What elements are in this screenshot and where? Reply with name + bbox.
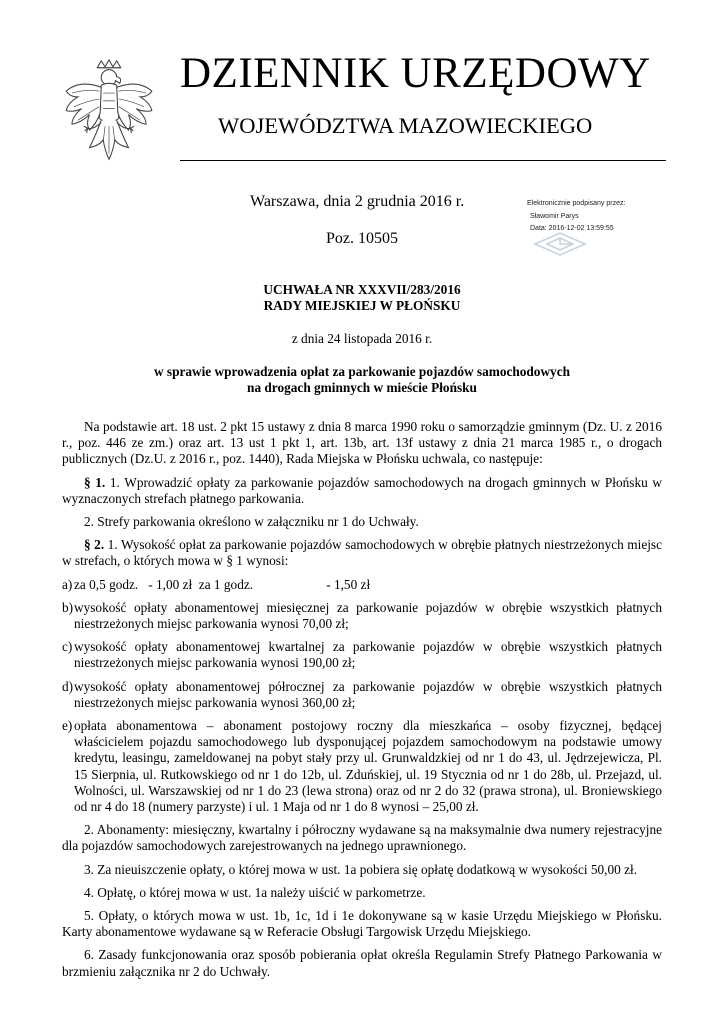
section-2-paragraph-3: 3. Za nieuiszczenie opłaty, o której mowa w ust. 1a pobiera się opłatę dodatkową w wysokości 50,00 zł. xyxy=(84,861,638,877)
list-item-c xyxy=(62,639,662,671)
section-1-paragraph-2: 2. Strefy parkowania określono w załączniku nr 1 do Uchwały. xyxy=(84,514,419,530)
list-item-label: a) xyxy=(62,576,73,592)
header-rule xyxy=(180,160,666,161)
section-2-paragraph-6: 6. Zasady funkcjonowania oraz sposób pobierania opłat określa Regulamin Strefy Płatnego Parkowania w brzmieniu załącznika nr 2 do Uchwały. xyxy=(62,947,662,979)
section-2-paragraph-1 xyxy=(62,537,662,569)
section-2-label: § 2. xyxy=(84,537,105,553)
resolution-subject-line-2: na drogach gminnych w mieście Płońsku xyxy=(247,380,477,395)
list-item-label: c) xyxy=(62,639,73,655)
resolution-body xyxy=(62,419,662,980)
list-item-label: b) xyxy=(62,599,74,615)
list-item-text: wysokość opłaty abonamentowej kwartalnej za parkowanie pojazdów w obrębie wszystkich płatnych niestrzeżonych miejsc parkowania wynosi 190,00 zł; xyxy=(74,639,662,671)
list-item-d xyxy=(62,679,662,711)
journal-subtitle: WOJEWÓDZTWA MAZOWIECKIEGO xyxy=(218,113,593,138)
section-1-label: § 1. xyxy=(84,474,106,490)
list-item-text: opłata abonamentowa – abonament postojowy roczny dla mieszkańca – osoby fizycznej, będącej właścicielem pojazdu samochodowego lub dysponującej pojazdem samochodowym na podstawie umowy kredytu, leasingu, zameldowanej na pobyt stały przy ul. Grunwaldzkiej od nr 1 do 43, ul. Jędrzejewicza, Pl. 15 Sierpnia, ul. Rutkowskiego od nr 1 do 12b, ul. Zduńskiej, ul. 19 Stycznia od nr 1 do 28b, ul. Przejazd, ul. Wolności, ul. Warszawskiej od nr 1 do 23 (lewa strona) oraz od nr 2 do 32 (prawa strona), ul. Broniewskiego od nr 4 do 18 (numery parzyste) i ul. 1 Maja od nr 1 do 8 wynosi – 25,00 zł. xyxy=(74,718,662,815)
section-1-paragraph-1 xyxy=(62,475,662,507)
position-number: Poz. 10505 xyxy=(326,230,398,247)
polish-eagle-emblem-icon xyxy=(60,58,158,170)
dateline: Warszawa, dnia 2 grudnia 2016 r. xyxy=(250,193,465,210)
resolution-subject-line-1: w sprawie wprowadzenia opłat za parkowanie pojazdów samochodowych xyxy=(153,364,571,379)
resolution-date: z dnia 24 listopada 2016 r. xyxy=(291,331,433,346)
signature-name: Sławomir Parys xyxy=(530,212,579,220)
signature-date: Data: 2016-12-02 13:59:55 xyxy=(530,225,614,232)
list-item-e xyxy=(62,718,662,815)
signature-check-icon xyxy=(531,231,589,257)
section-2-paragraph-5: 5. Opłaty, o których mowa w ust. 1b, 1c, 1d i 1e dokonywane są w kasie Urzędu Miejskiego w Płońsku. Karty abonamentowe wydawane są w Referacie Obsługi Targowisk Urzędu Miejskiego. xyxy=(62,908,662,940)
section-2-text: 1. Wysokość opłat za parkowanie pojazdów samochodowych w obrębie płatnych niestrzeżonych miejsc w strefach, o których mowa w § 1 wynosi: xyxy=(62,537,662,569)
signature-label: Elektronicznie podpisany przez: xyxy=(527,200,626,207)
list-item-a xyxy=(62,577,662,593)
section-2-paragraph-4: 4. Opłatę, o której mowa w ust. 1a należy uiścić w parkometrze. xyxy=(84,884,426,900)
preamble: Na podstawie art. 18 ust. 2 pkt 15 ustawy z dnia 8 marca 1990 roku o samorządzie gminnym (Dz. U. z 2016 r., poz. 446 ze zm.) oraz art. 13 ust 1 pkt 1, art. 13b, art. 13f ustawy z dnia 21 marca 1985 r., o drogach publicznych (Dz.U. z 2016 r., poz. 1440), Rada Miejska w Płońsku uchwala, co następuje: xyxy=(62,419,662,467)
list-item-text: wysokość opłaty abonamentowej półrocznej za parkowanie pojazdów w obrębie wszystkich płatnych niestrzeżonych miejsc parkowania wynosi 360,00 zł; xyxy=(74,678,662,710)
list-item-text: wysokość opłaty abonamentowej miesięcznej za parkowanie pojazdów w obrębie wszystkich płatnych niestrzeżonych miejsc parkowania wynosi 70,00 zł; xyxy=(74,599,662,632)
list-item-label: e) xyxy=(62,718,73,734)
list-item-label: d) xyxy=(62,678,74,694)
list-item-text: za 0,5 godz. - 1,00 zł za 1 godz. - 1,50 zł xyxy=(74,576,371,592)
section-2-paragraph-2: 2. Abonamenty: miesięczny, kwartalny i półroczny wydawane są na maksymalnie dwa numery rejestracyjne dla pojazdów samochodowych zarejestrowanych na jednego uprawnionego. xyxy=(62,822,662,854)
section-1-text: 1. Wprowadzić opłaty za parkowanie pojazdów samochodowych na drogach gminnych w Płońsku w wyznaczonych strefach płatnego parkowania. xyxy=(62,474,662,506)
journal-title: DZIENNIK URZĘDOWY xyxy=(180,50,651,97)
electronic-signature xyxy=(527,198,677,236)
resolution-number: UCHWAŁA NR XXXVII/283/2016 xyxy=(263,282,461,297)
resolution-authority: RADY MIEJSKIEJ W PŁOŃSKU xyxy=(263,298,461,313)
list-item-b xyxy=(62,600,662,632)
